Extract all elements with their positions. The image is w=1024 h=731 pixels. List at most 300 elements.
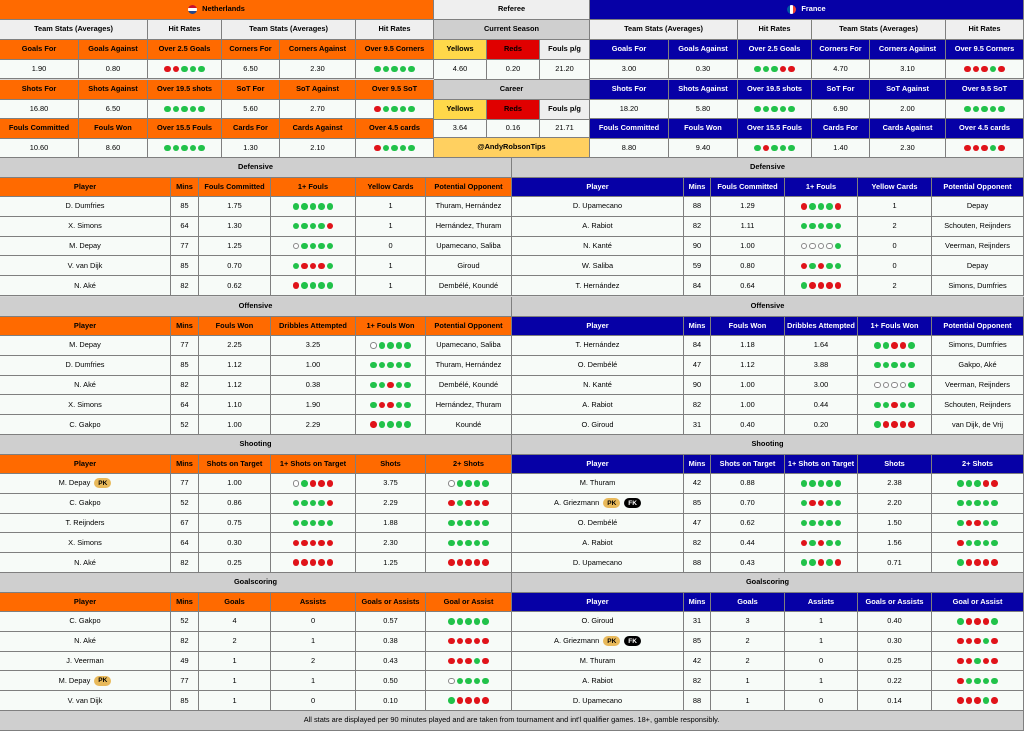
green-dot-icon [465,540,472,547]
green-dot-icon [771,66,778,73]
nl-player-hitrate [426,691,512,711]
hit-rate-dots [293,243,334,250]
green-dot-icon [190,145,197,152]
reds-label-career-text: Reds [503,104,523,114]
nl-player-stat [199,356,271,376]
green-dot-icon [400,145,407,152]
fr-player-name [512,356,684,376]
hit-rate-dots [374,106,415,113]
nl-team-value [280,100,356,119]
nl-player-stat-text: 1 [388,201,393,211]
nl-team-value-text: 1.30 [243,142,258,152]
green-dot-icon [474,618,481,625]
red-dot-icon [293,559,300,566]
fr-team-value [669,100,738,119]
red-dot-icon [966,618,973,625]
hit-rate-dots [293,520,334,527]
nl-col-mins [171,317,199,336]
fr-player-stat-text: 1 [818,675,824,685]
nl-section-offensive [0,297,512,317]
fr-player-stat-text: Depay [966,260,989,270]
green-dot-icon [374,66,381,73]
green-dot-icon [801,480,808,487]
red-dot-icon [301,540,308,547]
fr-player-stat [858,691,932,711]
green-dot-icon [383,106,390,113]
green-dot-icon [448,618,455,625]
red-dot-icon [173,66,180,73]
nl-team-stats-label [0,20,148,40]
nl-player-stat [271,652,356,672]
hit-rate-dots [964,145,1005,152]
fr-player-stat [684,395,711,415]
france-title: France [801,4,826,14]
fr-player-stat-text: 0.40 [740,419,755,429]
nl-col-one-fouls [271,178,356,197]
nl-player-hitrate [426,533,512,553]
red-dot-icon [966,697,973,704]
fr-player-stat-text: 1.50 [887,517,902,527]
fr-player-stat-text: Veerman, Reijnders [945,240,1010,250]
nl-col-goals-or-assists [356,593,426,612]
green-dot-icon [809,559,816,566]
hit-rate-dots [370,362,411,369]
fr-player-stat-text: 0.70 [740,498,755,508]
fr-col-dribbles [785,317,858,336]
fr-player-stat-text: 1.64 [813,340,829,350]
fr-player-stat [711,514,785,534]
nl-team-value [0,139,79,158]
nl-col-one-sot-text: 1+ Shots on Target [279,458,347,468]
fr-player-stat-text: Simons, Dumfries [948,280,1007,290]
green-dot-icon [826,263,833,270]
nl-fouls-won-header [79,119,148,139]
fr-player-stat-text: Simons, Dumfries [948,340,1007,350]
green-dot-icon [835,223,842,230]
green-dot-icon [387,421,394,428]
green-dot-icon [327,203,334,210]
red-dot-icon [327,223,334,230]
hit-rate-dots [874,382,915,389]
fr-section-offensive [512,297,1024,317]
nl-corners-against-header-text: Corners Against [288,44,347,54]
empty-dot-icon [370,342,377,349]
nl-player-stat [356,237,426,257]
hit-rate-dots [957,697,998,704]
empty-dot-icon [809,243,816,250]
nl-player-stat-text: 1 [232,655,237,665]
green-dot-icon [396,362,403,369]
fr-player-hitrate [932,553,1024,573]
red-dot-icon [981,66,988,73]
nl-player-stat [356,256,426,276]
footer-disclaimer [0,711,1024,731]
nl-fouls-committed-header-text: Fouls Committed [8,123,70,133]
red-dot-icon [991,697,998,704]
nl-player-stat [356,494,426,514]
nl-over95c-header [356,40,434,60]
red-dot-icon [482,697,489,704]
green-dot-icon [835,480,842,487]
hit-rate-dots [448,697,489,704]
hit-rate-dots [957,618,998,625]
red-dot-icon [966,520,973,527]
green-dot-icon [991,500,998,507]
nl-player-stat-text: 67 [180,517,189,527]
hit-rate-dots [874,402,915,409]
red-dot-icon [891,421,898,428]
nl-player-stat [171,197,199,217]
nl-player-stat [199,237,271,257]
nl-player-name [0,652,171,672]
nl-player-stat [171,612,199,632]
fr-player-stat-text: 0.71 [887,557,902,567]
red-dot-icon [900,342,907,349]
green-dot-icon [301,282,308,289]
fr-player-stat-text: 1 [892,201,897,211]
red-dot-icon [318,480,325,487]
nl-player-stat [171,356,199,376]
fr-player-hitrate [785,533,858,553]
fr-player-stat [858,612,932,632]
nl-player-stat-text: 0.57 [383,616,398,626]
green-dot-icon [198,106,205,113]
fr-team-value [812,139,870,158]
nl-player-hitrate [426,632,512,652]
green-dot-icon [818,480,825,487]
nl-over95sot-header [356,80,434,100]
fr-player-stat [684,217,711,237]
hit-rate-dots [448,540,489,547]
fr-player-name-text: D. Upamecano [572,201,623,211]
nl-col-fouls-won-text: Fouls Won [215,320,254,330]
fr-player-stat [858,671,932,691]
nl-col-mins-text: Mins [176,320,193,330]
nl-team-value-text: 16.80 [29,103,49,113]
empty-dot-icon [900,382,907,389]
fr-over155-header-text: Over 15.5 Fouls [746,123,803,133]
red-dot-icon [482,638,489,645]
green-dot-icon [318,500,325,507]
fr-player-name [512,256,684,276]
nl-player-name [0,533,171,553]
nl-player-stat [271,376,356,396]
hit-rate-dots [293,540,334,547]
empty-dot-icon [448,480,455,487]
hit-rate-dots [957,678,998,685]
nl-player-stat-text: 0.75 [227,517,242,527]
nl-player-stat [426,237,512,257]
fr-player-stat-text: 31 [692,419,702,429]
free-kick-badge: FK [624,636,641,646]
nl-player-stat [426,217,512,237]
nl-player-hitrate [426,514,512,534]
fr-player-stat [858,553,932,573]
fr-team-stats-label-2-text: Team Stats (Averages) [839,24,918,34]
current-season-label [434,20,590,40]
fr-col-mins [684,593,711,612]
nl-goals-against-header [79,40,148,60]
nl-player-stat-text: 77 [180,478,189,488]
green-dot-icon [763,66,770,73]
fr-col-player [512,178,684,197]
nl-player-stat [171,533,199,553]
nl-player-stat-text: 0.25 [227,557,242,567]
red-dot-icon [465,500,472,507]
nl-over45-header [356,119,434,139]
red-dot-icon [991,658,998,665]
green-dot-icon [788,145,795,152]
fr-fouls-won-header [669,119,738,139]
nl-player-stat [356,632,426,652]
green-dot-icon [771,106,778,113]
fr-player-stat [684,553,711,573]
red-dot-icon [448,658,455,665]
green-dot-icon [448,540,455,547]
nl-hit-rates-label-2 [356,20,434,40]
nl-player-stat-text: 0 [388,240,393,250]
hit-rate-dots [293,480,334,487]
nl-player-stat-text: 1 [388,221,393,231]
nl-team-value [222,100,280,119]
fr-player-stat [684,237,711,257]
fr-section-goalscoring-text: Goalscoring [745,577,790,587]
nl-player-stat [199,632,271,652]
red-dot-icon [835,203,842,210]
nl-player-name-text: V. van Dijk [67,695,103,705]
empty-dot-icon [883,382,890,389]
red-dot-icon [370,421,377,428]
nl-player-hitrate [426,553,512,573]
nl-shots-for-header [0,80,79,100]
nl-col-player [0,178,171,197]
nl-team-value-text: 2.30 [310,63,325,73]
red-dot-icon [974,559,981,566]
reds-label-text: Reds [503,44,523,54]
fr-player-name-text: T. Hernández [575,280,620,290]
green-dot-icon [379,421,386,428]
fr-hit-rates-label-2 [946,20,1024,40]
fr-player-stat-text: 42 [692,478,702,488]
green-dot-icon [301,520,308,527]
red-dot-icon [998,145,1005,152]
nl-player-stat-text: 1.88 [383,517,398,527]
nl-over95sot-header-text: Over 9.5 SoT [371,84,418,94]
nl-cards-against-header-text: Cards Against [292,123,343,133]
green-dot-icon [181,106,188,113]
fr-player-hitrate [858,415,932,435]
fr-team-value-text: 18.20 [619,103,639,113]
fr-team-value [812,60,870,79]
fr-col-fouls-committed-text: Fouls Committed [717,181,778,191]
green-dot-icon [908,382,915,389]
nl-player-name [0,276,171,296]
nl-player-name-text: N. Aké [74,636,96,646]
red-dot-icon [482,500,489,507]
red-dot-icon [387,382,394,389]
fr-cards-against-header-text: Cards Against [882,123,933,133]
hit-rate-dots [293,203,334,210]
fr-player-stat-text: 0 [892,260,897,270]
nl-team-value [222,60,280,79]
red-dot-icon [974,697,981,704]
nl-player-stat-text: 0 [310,616,316,626]
fr-team-value-text: 5.80 [695,103,711,113]
fr-team-value-text: 3.10 [900,63,915,73]
red-dot-icon [818,559,825,566]
nl-player-hitrate [271,237,356,257]
green-dot-icon [474,540,481,547]
fr-player-hitrate [858,376,932,396]
green-dot-icon [763,106,770,113]
fr-sot-against-header-text: SoT Against [886,84,929,94]
fr-player-stat [785,691,858,711]
nl-col-shots [356,455,426,474]
red-dot-icon [991,480,998,487]
green-dot-icon [826,203,833,210]
fr-player-stat [858,276,932,296]
nl-player-stat-text: 85 [180,260,189,270]
yellows-label-career [434,100,487,120]
fr-player-name [512,237,684,257]
fr-player-name-text: O. Dembélé [577,517,618,527]
fr-player-stat [711,336,785,356]
green-dot-icon [327,282,334,289]
nl-player-stat [199,336,271,356]
nl-col-goals-or-assists-text: Goals or Assists [361,596,420,606]
green-dot-icon [482,520,489,527]
fr-player-stat-text: 2.20 [887,498,902,508]
fr-player-stat [785,356,858,376]
nl-player-stat [199,691,271,711]
red-dot-icon [327,480,334,487]
reds-label [487,40,540,60]
nl-player-stat-text: 1 [388,260,393,270]
hit-rate-dots [293,559,334,566]
fr-cards-against-header [870,119,946,139]
red-dot-icon [457,638,464,645]
fr-player-stat-text: 0.44 [813,399,829,409]
fr-player-stat [785,336,858,356]
fouls-pg-label-career [540,100,590,120]
hit-rate-dots [754,145,795,152]
red-dot-icon [801,540,808,547]
hit-rate-dots [801,520,842,527]
fr-col-shots-text: Shots [884,458,905,468]
red-dot-icon [991,638,998,645]
nl-player-stat-text: 0.62 [227,280,242,290]
nl-sot-against-header-text: SoT Against [296,84,339,94]
green-dot-icon [974,500,981,507]
nl-section-offensive-text: Offensive [238,301,273,311]
fr-goals-against-header [669,40,738,60]
nl-player-stat-text: 0.30 [227,537,242,547]
fr-over195-header [738,80,812,100]
fr-over25-header [738,40,812,60]
nl-player-hitrate [271,553,356,573]
nl-player-name-text: V. van Dijk [67,260,103,270]
fr-player-hitrate [932,474,1024,494]
red-dot-icon [983,559,990,566]
green-dot-icon [404,421,411,428]
fr-player-stat [711,553,785,573]
fr-player-stat-text: 3.88 [813,360,829,370]
fr-player-stat [711,632,785,652]
nl-player-stat [171,395,199,415]
fr-player-stat [684,514,711,534]
empty-dot-icon [826,243,833,250]
hit-rate-dots [957,638,998,645]
nl-over195-header-text: Over 19.5 shots [156,84,213,94]
green-dot-icon [482,678,489,685]
nl-corners-for-header [222,40,280,60]
green-dot-icon [383,145,390,152]
nl-player-name [0,356,171,376]
green-dot-icon [318,223,325,230]
green-dot-icon [370,362,377,369]
red-dot-icon [981,145,988,152]
nl-hit-rates-label-text: Hit Rates [168,24,201,34]
nl-player-hitrate [271,217,356,237]
fr-player-stat-text: 0.43 [740,557,755,567]
green-dot-icon [181,145,188,152]
fr-col-shots-on-target [711,455,785,474]
green-dot-icon [826,520,833,527]
green-dot-icon [835,520,842,527]
fr-player-hitrate [858,395,932,415]
nl-player-name [0,256,171,276]
fr-team-value [870,100,946,119]
nl-team-hitrate [356,100,434,119]
fr-player-stat-text: Gakpo, Aké [958,360,997,370]
nl-player-stat-text: 82 [180,379,189,389]
nl-player-stat-text: Thuram, Hernández [435,360,502,370]
fr-player-stat-text: 1.56 [887,537,902,547]
nl-player-stat-text: 1 [388,280,393,290]
fr-section-shooting-text: Shooting [751,439,784,449]
fr-over25-header-text: Over 2.5 Goals [748,44,801,54]
hit-rate-dots [801,480,842,487]
green-dot-icon [293,223,300,230]
fouls-pg-label [540,40,590,60]
fr-col-shots-on-target-text: Shots on Target [719,458,776,468]
fr-col-dribbles-text: Dribbles Attempted [787,320,855,330]
fr-team-value-text: 6.90 [833,103,848,113]
red-dot-icon [379,402,386,409]
nl-player-stat-text: 1.00 [305,360,321,370]
fr-player-hitrate [932,533,1024,553]
fr-player-stat [684,494,711,514]
fr-player-name [512,671,684,691]
red-dot-icon [818,500,825,507]
fr-over45-header-text: Over 4.5 cards [959,123,1010,133]
nl-player-stat-text: 0.70 [227,260,242,270]
green-dot-icon [387,362,394,369]
red-dot-icon [474,638,481,645]
green-dot-icon [966,480,973,487]
green-dot-icon [983,638,990,645]
nl-player-stat-text: 2.29 [383,498,398,508]
fr-col-fouls-won-text: Fouls Won [728,320,767,330]
nl-shots-against-header-text: Shots Against [88,84,138,94]
hit-rate-dots [448,520,489,527]
fr-player-hitrate [932,691,1024,711]
green-dot-icon [780,145,787,152]
green-dot-icon [957,500,964,507]
fr-team-value-text: 1.40 [833,142,848,152]
ref-fouls-career-text: 21.71 [555,123,574,133]
green-dot-icon [318,520,325,527]
